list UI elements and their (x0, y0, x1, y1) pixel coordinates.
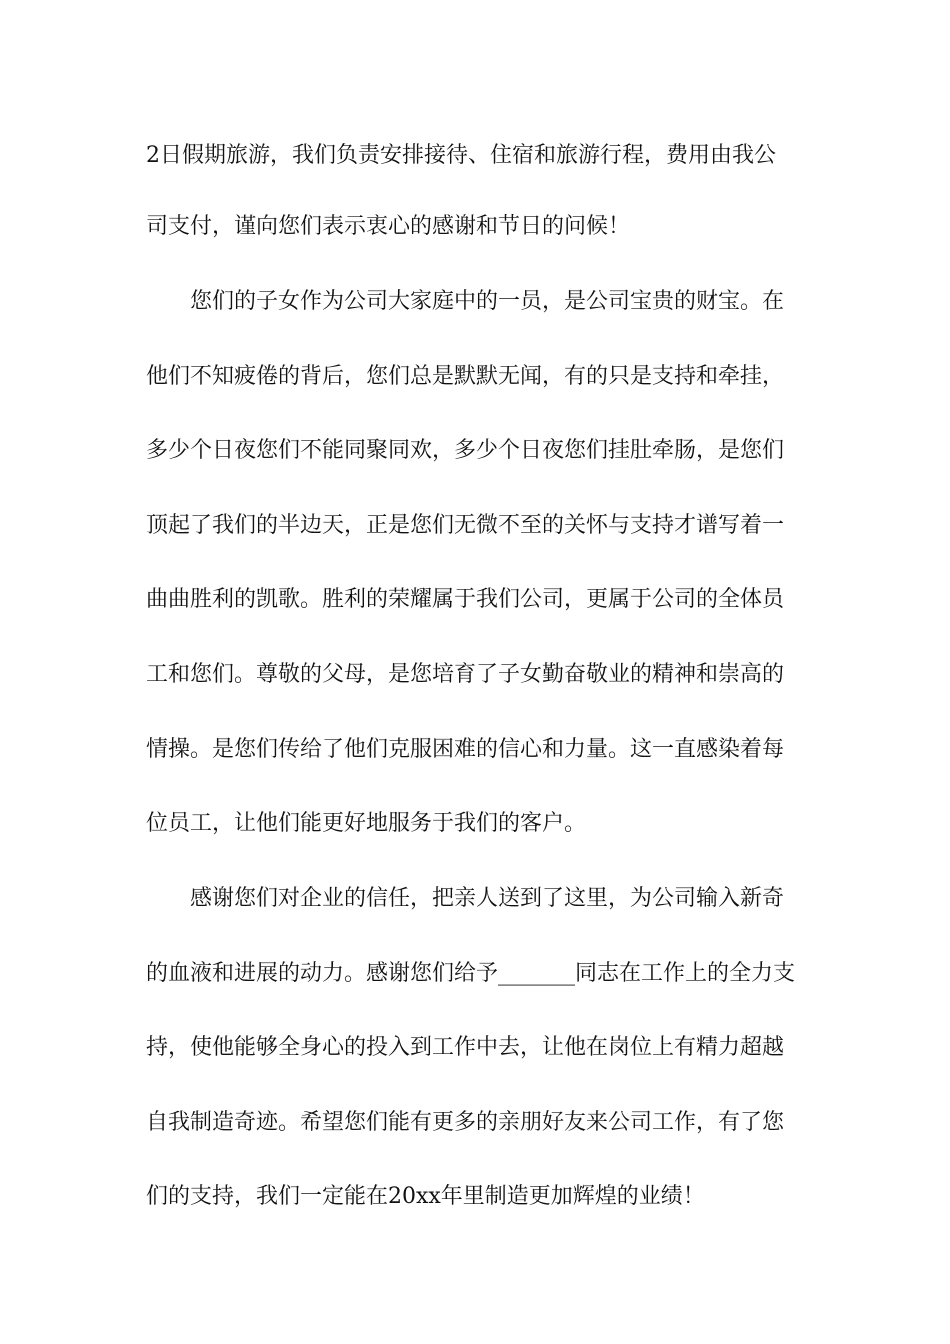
paragraph-line-9: 情操。是您们传给了他们克服困难的信心和力量。这一直感染着每 (146, 737, 785, 762)
paragraph-line-1: 2日假期旅游，我们负责安排接待、住宿和旅游行程，费用由我公 (146, 143, 776, 168)
paragraph-line-8: 工和您们。尊敬的父母，是您培育了子女勤奋敬业的精神和崇高的 (146, 662, 785, 687)
paragraph-line-5: 多少个日夜您们不能同聚同欢，多少个日夜您们挂肚牵肠，是您们 (146, 438, 785, 463)
paragraph-line-13: 持，使他能够全身心的投入到工作中去，让他在岗位上有精力超越 (146, 1035, 785, 1060)
paragraph-line-14: 自我制造奇迹。希望您们能有更多的亲朋好友来公司工作，有了您 (146, 1110, 785, 1135)
paragraph-line-3: 您们的子女作为公司大家庭中的一员，是公司宝贵的财宝。在 (190, 289, 785, 314)
paragraph-line-12: 的血液和进展的动力。感谢您们给予_______同志在工作上的全力支 (146, 961, 796, 986)
paragraph-line-4: 他们不知疲倦的背后，您们总是默默无闻，有的只是支持和牵挂， (146, 364, 785, 389)
paragraph-line-15: 们的支持，我们一定能在20xx年里制造更加辉煌的业绩！ (146, 1184, 705, 1209)
paragraph-line-7: 曲曲胜利的凯歌。胜利的荣耀属于我们公司，更属于公司的全体员 (146, 587, 785, 612)
paragraph-line-10: 位员工，让他们能更好地服务于我们的客户。 (146, 811, 587, 836)
paragraph-line-6: 顶起了我们的半边天，正是您们无微不至的关怀与支持才谱写着一 (146, 513, 785, 538)
paragraph-line-11: 感谢您们对企业的信任，把亲人送到了这里，为公司输入新奇 (190, 886, 785, 911)
paragraph-line-2: 司支付，谨向您们表示衷心的感谢和节日的问候！ (146, 214, 631, 239)
